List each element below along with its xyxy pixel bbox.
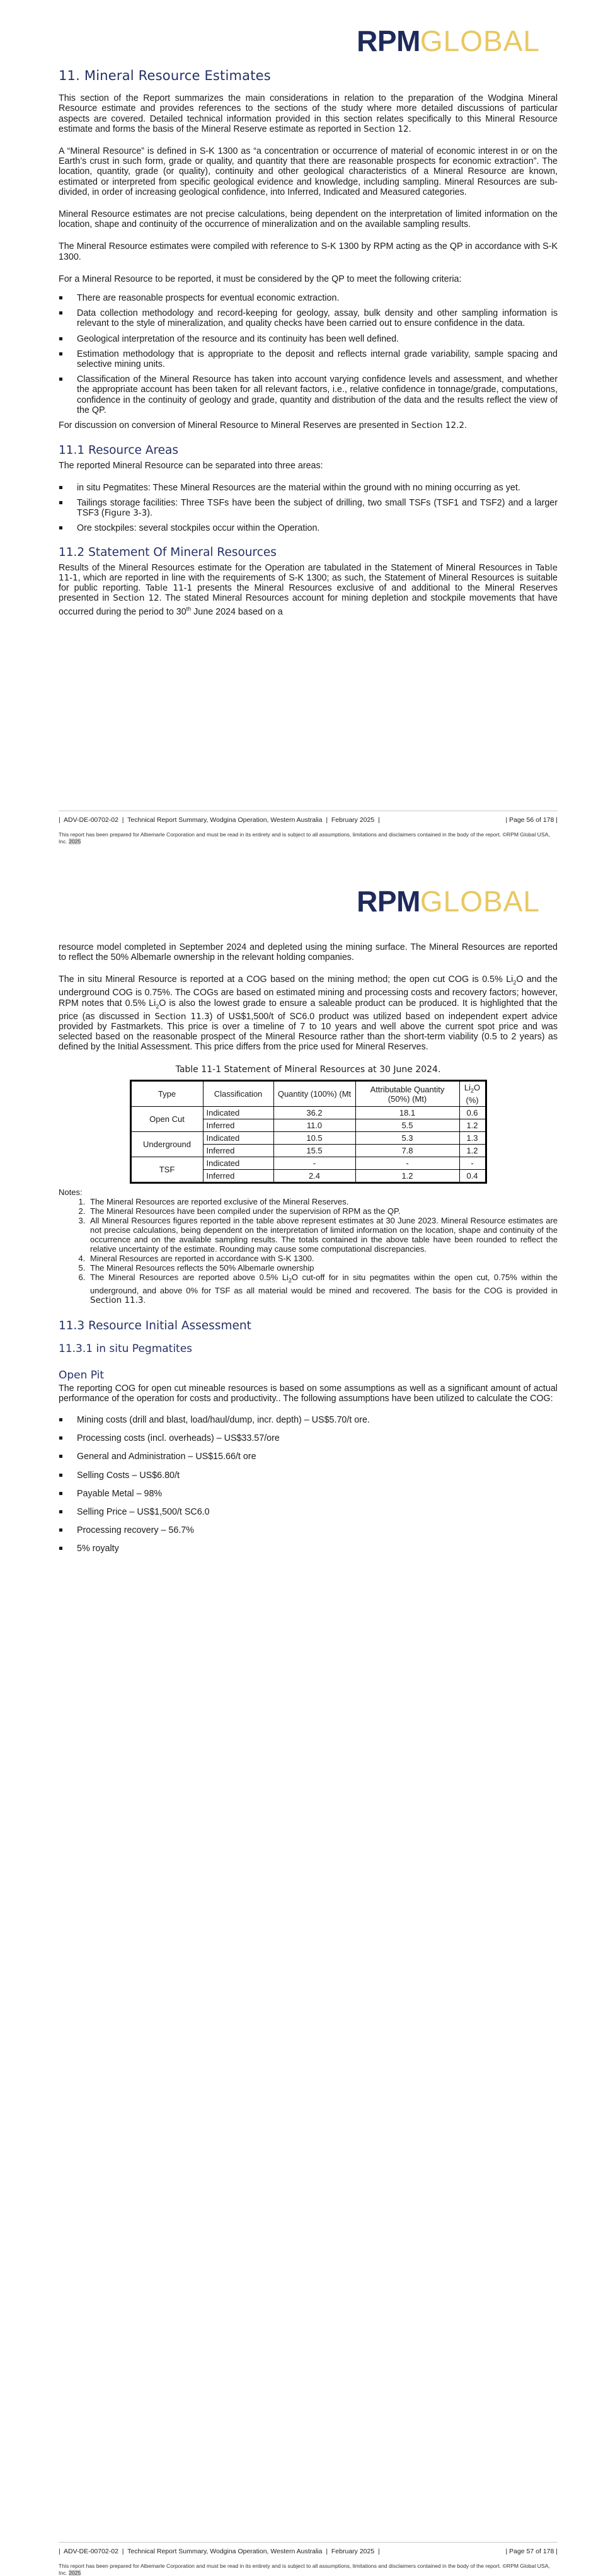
page-56-content (59, 68, 558, 628)
cell-quantity: - (273, 1157, 355, 1170)
list-item: Payable Metal – 98% (59, 1489, 558, 1499)
cog-assumptions-list (59, 1415, 558, 1554)
page-57-content (59, 942, 558, 1562)
cell-type: Underground (130, 1132, 203, 1157)
cell-classification: Inferred (203, 1145, 273, 1157)
cell-quantity: 2.4 (273, 1170, 355, 1183)
footer-doc-info: | ADV-DE-00702-02 | Technical Report Summary, Wodgina Operation, Western Australia | February 2025 | (59, 816, 380, 824)
list-item: Ore stockpiles: several stockpiles occur within the Operation. (59, 523, 558, 533)
cell-grade: 1.2 (459, 1145, 486, 1157)
cell-attributable: 5.5 (355, 1119, 459, 1132)
table-caption: Table 11-1 Statement of Mineral Resources at 30 June 2024. (175, 1064, 441, 1075)
list-item: Selling Costs – US$6.80/t (59, 1470, 558, 1481)
section-11-3-link[interactable]: Section 11.3 (154, 1011, 210, 1022)
list-item: Processing recovery – 56.7% (59, 1525, 558, 1535)
section-12-link[interactable]: Section 12 (113, 593, 159, 604)
note-item: 2. The Mineral Resources have been compiled under the supervision of RPM as the QP. (88, 1206, 558, 1216)
page-56 (0, 0, 608, 857)
paragraph-precision: Mineral Resource estimates are not precise calculations, being dependent on the interpretation of limited information on the location, shape and continuity of the occurrence of mineralization and on the available sampling results. (59, 209, 558, 230)
section-12-link[interactable]: Section 12 (363, 124, 409, 134)
cell-classification: Indicated (203, 1157, 273, 1170)
header-grade: $Li_2O$ (%) (459, 1080, 486, 1107)
page-number: | Page 57 of 178 | (505, 2548, 558, 2555)
section-heading: 11. Mineral Resource Estimates (59, 68, 271, 83)
list-item: Classification of the Mineral Resource has taken into account varying confidence levels and assessment, and whether the appropriate account has been taken for all relevant factors, i.e., relative confidence in tonnage/grade, computations, confidence in the continuity of geology and grade, quantity and distribution of the data and the results reflect the view of the QP. (59, 374, 558, 415)
paragraph-open-pit: The reporting COG for open cut mineable resources is based on some assumptions as well as a significant amount of actual performance of the operation for costs and productivity.. The following assumptions have been utilized to calculate the COG: (59, 1383, 558, 1404)
list-item: There are reasonable prospects for eventual economic extraction. (59, 293, 558, 303)
cell-quantity: 15.5 (273, 1145, 355, 1157)
notes-title: Notes: (59, 1187, 83, 1198)
footer-doc-info: | ADV-DE-00702-02 | Technical Report Summary, Wodgina Operation, Western Australia | February 2025 | (59, 2548, 380, 2555)
statement-heading: 11.2 Statement Of Mineral Resources (59, 545, 277, 559)
page-number: | Page 56 of 178 | (505, 816, 558, 824)
list-item: Mining costs (drill and blast, load/haul/dump, incr. depth) – US$5.70/t ore. (59, 1415, 558, 1425)
footer-disclaimer: This report has been prepared for Albemarle Corporation and must be read in its entirety and is subject to all assumptions, limitations and disclaimers contained in the body of the report. ©RPM Global USA, Inc. 2025 (59, 831, 550, 845)
insitu-pegmatites-heading: 11.3.1 in situ Pegmatites (59, 1343, 193, 1356)
cell-attributable: 18.1 (355, 1107, 459, 1119)
cell-grade: 1.3 (459, 1132, 486, 1145)
table-11-1-link[interactable]: Table 11-1 (59, 562, 558, 583)
note-item: 5. The Mineral Resources reflects the 50% Albemarle ownership (88, 1263, 558, 1273)
cell-grade: 0.6 (459, 1107, 486, 1119)
paragraph-conversion: For discussion on conversion of Mineral Resource to Mineral Reserves are presented in Section 12.2. (59, 420, 467, 431)
initial-assessment-heading: 11.3 Resource Initial Assessment (59, 1319, 251, 1332)
page-footer (59, 2542, 558, 2576)
page-57 (0, 860, 608, 2576)
note-item: 3. All Mineral Resources figures reported in the table above represent estimates at 30 June 2023. Mineral Resource estimates are not precise calculations, being dependent on the interpretation of limited information on the location, shape and continuity of the occurrence and on the available sampling results. The totals contained in the above table have been rounded to reflect the relative uncertainty of the estimate. Rounding may cause some computational discrepancies. (88, 1216, 558, 1254)
note-item: 6. The Mineral Resources are reported above 0.5% $Li_2O$ cut-off for in situ pegmatites within the open cut, 0.75% within the underground, and above 0% for TSF as all material would be mined and recovered. The basis for the COG is provided in Section 11.3. (88, 1273, 558, 1305)
cell-attributable: 1.2 (355, 1170, 459, 1183)
paragraph-insitu-cog: The in situ Mineral Resource is reported at a COG based on the mining method; the open cut COG is 0.5% $Li_2O$ and the underground COG is 0.75%. The COGs are based on estimated mining and processing costs and recovery factors; however, RPM notes that 0.5% $Li_2O$ is also the lowest grade to ensure a saleable product can be produced. It is highlighted that the price (as discussed in Section 11.3) of US$1,500/t of SC6.0 product was utilized based on independent expert advice provided by Fastmarkets. This price is over a timeline of 7 to 10 years and well above the current spot price and was selected based on the reasonable prospect of the Mineral Resource rather than the short-term viability (0.5 to 2 years) as defined by the Initial Assessment. This price differs from the price used for Mineral Reserves. (59, 974, 558, 1053)
cell-classification: Inferred (203, 1119, 273, 1132)
cell-grade: 0.4 (459, 1170, 486, 1183)
list-item: Tailings storage facilities: Three TSFs have been the subject of drilling, two small TSFs (TSF1 and TSF2) and a larger TSF3 (Figure 3-3). (59, 498, 558, 518)
criteria-list (59, 293, 558, 415)
page-footer (59, 811, 558, 845)
list-item: Processing costs (incl. overheads) – US$33.57/ore (59, 1433, 558, 1443)
cell-grade: - (459, 1157, 486, 1170)
header-classification: Classification (203, 1080, 273, 1107)
cell-grade: 1.2 (459, 1119, 486, 1132)
list-item: 5% royalty (59, 1544, 558, 1554)
table-header-row (130, 1080, 486, 1107)
open-pit-heading: Open Pit (59, 1369, 105, 1382)
list-item: in situ Pegmatites: These Mineral Resources are the material within the ground with no mining occurring as yet. (59, 483, 558, 493)
table-row (130, 1132, 486, 1145)
cell-classification: Inferred (203, 1170, 273, 1183)
cell-attributable: 7.8 (355, 1145, 459, 1157)
section-11-3-link[interactable]: Section 11.3 (90, 1295, 144, 1305)
list-item: Selling Price – US$1,500/t SC6.0 (59, 1507, 558, 1517)
cell-quantity: 36.2 (273, 1107, 355, 1119)
cell-classification: Indicated (203, 1132, 273, 1145)
table-row (130, 1107, 486, 1119)
cell-quantity: 10.5 (273, 1132, 355, 1145)
list-item: General and Administration – US$15.66/t ore (59, 1452, 558, 1462)
table-11-1-link[interactable]: Table 11-1 (146, 583, 193, 594)
paragraph-criteria-intro: For a Mineral Resource to be reported, it must be considered by the QP to meet the following criteria: (59, 274, 462, 284)
cell-attributable: - (355, 1157, 459, 1170)
cell-classification: Indicated (203, 1107, 273, 1119)
paragraph-compilation: The Mineral Resource estimates were compiled with reference to S-K 1300 by RPM acting as the QP in accordance with S-K 1300. (59, 241, 558, 262)
table-notes (59, 1187, 558, 1305)
rpm-global-logo: RPMGLOBAL (357, 25, 540, 57)
table-row (130, 1157, 486, 1170)
header-quantity: Quantity (100%) (Mt (273, 1080, 355, 1107)
note-item: 4. Mineral Resources are reported in accordance with S-K 1300. (88, 1254, 558, 1263)
resource-areas-heading: 11.1 Resource Areas (59, 444, 179, 458)
paragraph-intro: This section of the Report summarizes the main considerations in relation to the preparation of the Wodgina Mineral Resource estimate and provides references to the sections of the study where more detailed discussions of particular aspects are covered. Detailed technical information provided in this section relates specifically to this Mineral Resource estimate and forms the basis of the Mineral Reserve estimate as reported in Section 12. (59, 93, 558, 134)
paragraph-definition: A “Mineral Resource” is defined in S-K 1300 as “a concentration or occurrence of material of economic interest in or on the Earth’s crust in such form, grade or quality, and quantity that there are reasonable prospects for economic extraction”. The location, quantity, grade (or quality), continuity and other geological characteristics of a Mineral Resource are known, estimated or interpreted from specific geological evidence and knowledge, including sampling. Mineral Resources are sub-divided, in order of increasing geological confidence, into Inferred, Indicated and Measured categories. (59, 146, 558, 197)
header-attributable: Attributable Quantity (50%) (Mt) (355, 1080, 459, 1107)
paragraph-statement: Results of the Mineral Resources estimate for the Operation are tabulated in the Statement of Mineral Resources in Table 11-1, which are reported in line with the requirements of S-K 1300; as such, the Statement of Mineral Resources is suitable for public reporting. Table 11-1 presents the Mineral Resources exclusive of and additional to the Mineral Reserves presented in Section 12. The stated Mineral Resources account for mining depletion and stockpile movements that have occurred during the period to 30th June 2024 based on a (59, 562, 558, 617)
figure-3-3-link[interactable]: Figure 3-3 (104, 508, 147, 519)
mineral-resources-table (130, 1080, 487, 1184)
header-type: Type (130, 1080, 203, 1107)
list-item: Geological interpretation of the resource and its continuity has been well defined. (59, 334, 558, 344)
paragraph-continued: resource model completed in September 2024 and depleted using the mining surface. The Mineral Resources are reported to reflect the 50% Albemarle ownership in the relevant holding companies. (59, 942, 558, 963)
list-item: Data collection methodology and record-keeping for geology, assay, bulk density and other sampling information is relevant to the style of mineralization, and quality checks have been carried out to ensure confidence in the data. (59, 308, 558, 328)
footer-disclaimer: This report has been prepared for Albemarle Corporation and must be read in its entirety and is subject to all assumptions, limitations and disclaimers contained in the body of the report. ©RPM Global USA, Inc. 2025 (59, 2563, 550, 2576)
cell-type: Open Cut (130, 1107, 203, 1132)
cell-attributable: 5.3 (355, 1132, 459, 1145)
cell-quantity: 11.0 (273, 1119, 355, 1132)
list-item: Estimation methodology that is appropriate to the deposit and reflects internal grade variability, sample spacing and selective mining units. (59, 349, 558, 369)
note-item: 1. The Mineral Resources are reported exclusive of the Mineral Reserves. (88, 1197, 558, 1206)
paragraph-areas-intro: The reported Mineral Resource can be separated into three areas: (59, 461, 323, 471)
section-12-2-link[interactable]: Section 12.2 (411, 420, 464, 431)
rpm-global-logo: RPMGLOBAL (357, 885, 540, 918)
cell-type: TSF (130, 1157, 203, 1183)
notes-list (59, 1197, 558, 1305)
areas-list (59, 483, 558, 534)
